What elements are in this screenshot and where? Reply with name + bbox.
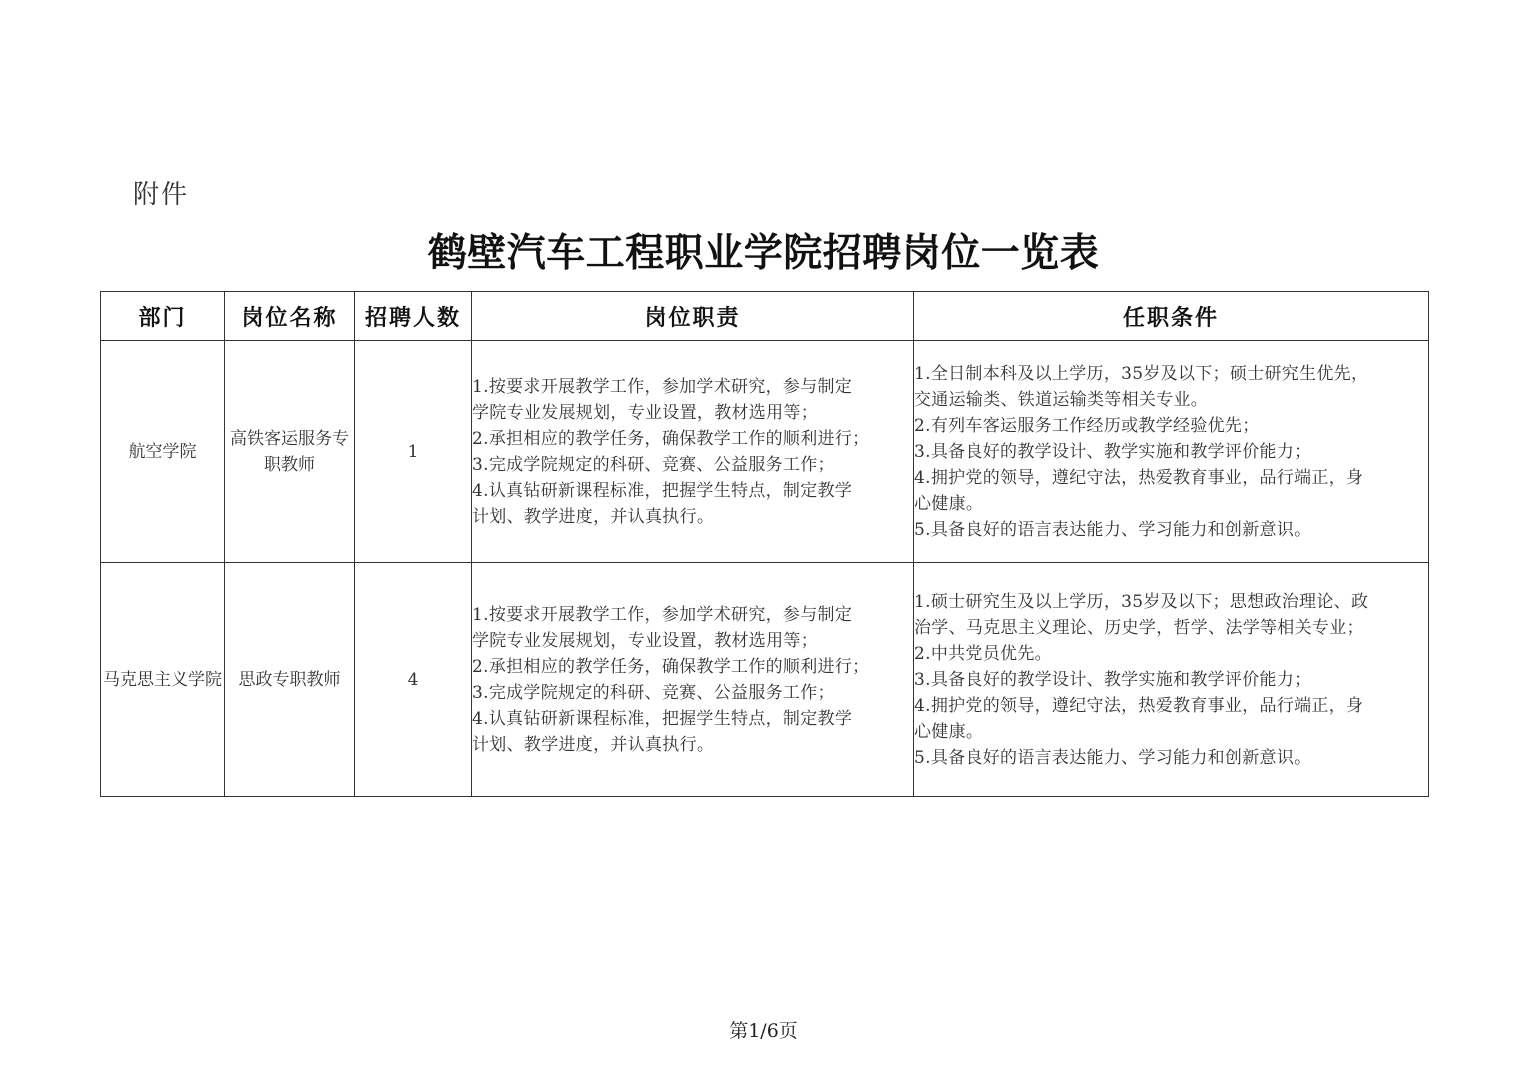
duty-line: 3.完成学院规定的科研、竞赛、公益服务工作； bbox=[472, 682, 835, 703]
duty-line: 计划、教学进度，并认真执行。 bbox=[472, 506, 715, 527]
document-title: 鹤壁汽车工程职业学院招聘岗位一览表 bbox=[427, 231, 1100, 276]
department-cell: 马克思主义学院 bbox=[101, 563, 225, 797]
requirement-line: 心健康。 bbox=[914, 721, 984, 742]
duties-cell bbox=[472, 341, 914, 563]
position-cell: 思政专职教师 bbox=[225, 563, 355, 797]
duty-line: 计划、教学进度，并认真执行。 bbox=[472, 734, 715, 755]
requirement-line: 5.具备良好的语言表达能力、学习能力和创新意识。 bbox=[914, 519, 1312, 540]
requirement-line: 交通运输类、铁道运输类等相关专业。 bbox=[914, 389, 1209, 410]
duties-cell bbox=[472, 563, 914, 797]
duty-line: 1.按要求开展教学工作，参加学术研究，参与制定 bbox=[472, 604, 853, 625]
duty-line: 4.认真钻研新课程标准，把握学生特点，制定教学 bbox=[472, 480, 853, 501]
requirement-line: 4.拥护党的领导，遵纪守法，热爱教育事业，品行端正，身 bbox=[914, 695, 1364, 716]
requirement-line: 1.硕士研究生及以上学历，35岁及以下；思想政治理论、政 bbox=[914, 591, 1369, 612]
column-header-count: 招聘人数 bbox=[355, 292, 472, 341]
duty-line: 2.承担相应的教学任务，确保教学工作的顺利进行； bbox=[472, 428, 870, 449]
requirement-line: 1.全日制本科及以上学历，35岁及以下；硕士研究生优先， bbox=[914, 363, 1369, 384]
column-header-requirements: 任职条件 bbox=[914, 292, 1429, 341]
recruitment-table bbox=[100, 291, 1429, 797]
requirements-cell bbox=[914, 341, 1429, 563]
requirements-cell bbox=[914, 563, 1429, 797]
duty-line: 学院专业发展规划，专业设置，教材选用等； bbox=[472, 630, 818, 651]
position-cell: 高铁客运服务专职教师 bbox=[225, 341, 355, 563]
requirement-line: 5.具备良好的语言表达能力、学习能力和创新意识。 bbox=[914, 747, 1312, 768]
requirement-line: 4.拥护党的领导，遵纪守法，热爱教育事业，品行端正，身 bbox=[914, 467, 1364, 488]
count-cell: 1 bbox=[355, 341, 472, 563]
table-row bbox=[101, 563, 1429, 797]
requirement-line: 2.有列车客运服务工作经历或教学经验优先； bbox=[914, 415, 1260, 436]
duty-line: 学院专业发展规划，专业设置，教材选用等； bbox=[472, 402, 818, 423]
duty-line: 2.承担相应的教学任务，确保教学工作的顺利进行； bbox=[472, 656, 870, 677]
requirement-line: 心健康。 bbox=[914, 493, 984, 514]
requirement-line: 3.具备良好的教学设计、教学实施和教学评价能力； bbox=[914, 441, 1312, 462]
column-header-position: 岗位名称 bbox=[225, 292, 355, 341]
department-cell: 航空学院 bbox=[101, 341, 225, 563]
requirement-line: 2.中共党员优先。 bbox=[914, 643, 1052, 664]
column-header-department: 部门 bbox=[101, 292, 225, 341]
table-row bbox=[101, 341, 1429, 563]
column-header-duties: 岗位职责 bbox=[472, 292, 914, 341]
duty-line: 1.按要求开展教学工作，参加学术研究，参与制定 bbox=[472, 376, 853, 397]
attachment-label: 附件 bbox=[133, 180, 190, 210]
duty-line: 3.完成学院规定的科研、竞赛、公益服务工作； bbox=[472, 454, 835, 475]
page-number: 第1/6页 bbox=[729, 1020, 798, 1042]
duty-line: 4.认真钻研新课程标准，把握学生特点，制定教学 bbox=[472, 708, 853, 729]
requirement-line: 3.具备良好的教学设计、教学实施和教学评价能力； bbox=[914, 669, 1312, 690]
count-cell: 4 bbox=[355, 563, 472, 797]
requirement-line: 治学、马克思主义理论、历史学，哲学、法学等相关专业； bbox=[914, 617, 1364, 638]
table-header-row bbox=[101, 292, 1429, 341]
